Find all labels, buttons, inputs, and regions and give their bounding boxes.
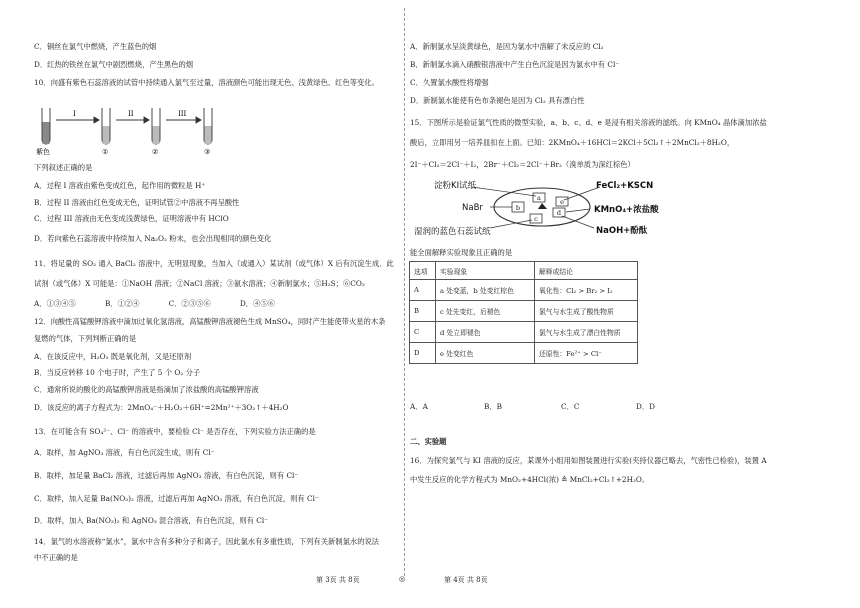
table-cell: e 处变红色 <box>436 343 535 364</box>
step-iii-label: III <box>178 110 187 118</box>
table-cell: C <box>410 322 436 343</box>
q14-option-d: D．新制氯水能使有色布条褪色是因为 Cl₂ 具有漂白性 <box>410 96 585 105</box>
q13-option-a: A．取样，加 AgNO₃ 溶液，有白色沉淀生成，则有 Cl⁻ <box>34 448 215 457</box>
table-cell: 氯气与水生成了漂白性物质 <box>535 322 638 343</box>
page-number-left: 第 3页 共 8页 <box>316 576 360 584</box>
table-cell: c 处先变红，后褪色 <box>436 301 535 322</box>
experiment-table <box>409 261 638 364</box>
q12-stem: 12．向酸性高锰酸钾溶液中滴加过氧化氢溶液，高锰酸钾溶液褪色生成 MnSO₄，同时产生能使带火星的木条 <box>34 317 386 326</box>
q14-option-b: B．新制氯水滴入硝酸银溶液中产生白色沉淀是因为氯水中有 Cl⁻ <box>410 60 620 69</box>
label-blue-litmus: 湿润的蓝色石蕊试纸 <box>414 227 491 237</box>
q15-option-b: B．B <box>484 402 503 411</box>
q12-option-c: C．通常所说的酸化的高锰酸钾溶液是指滴加了浓盐酸的高锰酸钾溶液 <box>34 385 259 394</box>
petri-dish-diagram <box>414 176 684 238</box>
label-naoh-phenolphthalein: NaOH+酚酞 <box>596 226 648 236</box>
q14-option-c: C．久置氯水酸性将增强 <box>410 78 489 87</box>
q9-option-d: D．红热的铁丝在氯气中剧烈燃烧，产生黑色的烟 <box>34 60 194 69</box>
table-row <box>410 343 638 364</box>
label-fecl2-kscn: FeCl₂+KSCN <box>596 181 654 191</box>
table-cell: 氯气与水生成了酸性物质 <box>535 301 638 322</box>
q13-stem: 13．在可能含有 SO₄²⁻、Cl⁻ 的溶液中，要检验 Cl⁻ 是否存在，下列实验方法正确的是 <box>34 427 316 436</box>
table-cell: B <box>410 301 436 322</box>
q14-option-a: A．新制氯水呈淡黄绿色，是因为氯水中溶解了未反应的 Cl₂ <box>410 42 604 51</box>
q10-option-a: A．过程 I 溶液由紫色变成红色，起作用的微粒是 H⁺ <box>34 181 206 190</box>
q10-stem: 10．向盛有紫色石蕊溶液的试管中持续通入氯气至过量，溶液颜色可能出现无色、浅黄绿色、红色等变化。 <box>34 78 379 87</box>
q10-option-c: C．过程 III 溶液由无色变成浅黄绿色，证明溶液中有 HClO <box>34 214 229 223</box>
table-header-cell: 实验现象 <box>436 262 535 280</box>
q10-question: 下列叙述正确的是 <box>34 163 93 172</box>
test-tube-figure <box>34 104 234 156</box>
q15-stem: 15．下图所示是验证氯气性质的微型实验，a、b、c、d、e 是浸有相关溶液的滤纸。向 KMnO₄ 晶体滴加浓盐 <box>410 118 767 127</box>
tube-0-label: 紫色 <box>36 148 50 156</box>
q12-option-a: A．在该反应中，H₂O₂ 既是氧化剂，又是还原剂 <box>34 352 192 361</box>
tube-3-label: ③ <box>204 148 211 156</box>
q15-option-d: D．D <box>636 402 655 411</box>
table-header-row <box>410 262 638 280</box>
q11-options: A．①③④⑤ B．①②④ C．②③⑤⑥ D．④⑤⑥ <box>34 299 275 308</box>
table-cell: A <box>410 280 436 301</box>
q12-stem-cont: 复燃的气体，下列判断正确的是 <box>34 334 137 343</box>
q15-option-a: A．A <box>410 402 428 411</box>
table-row <box>410 280 638 301</box>
q14-stem-cont: 中不正确的是 <box>34 553 78 562</box>
column-divider <box>404 8 405 576</box>
q14-stem: 14．氯气的水溶液称“氯水”，氯水中含有多种分子和离子，因此氯水有多重性质，下列有关新制氯水的说法 <box>34 537 380 546</box>
q10-option-b: B．过程 II 溶液由红色变成无色，证明试管②中溶液不再呈酸性 <box>34 198 240 207</box>
q9-option-c: C．铜丝在氯气中燃烧，产生蓝色的烟 <box>34 42 157 51</box>
step-ii-label: II <box>128 110 134 118</box>
table-cell: D <box>410 343 436 364</box>
table-cell: a 处变蓝，b 处变红棕色 <box>436 280 535 301</box>
q15-question: 能全面解释实验现象且正确的是 <box>410 248 513 257</box>
tube-1-label: ① <box>102 148 109 156</box>
label-nabr: NaBr <box>462 203 483 213</box>
binding-mark: ◎ <box>399 575 406 583</box>
table-cell: 氧化性：Cl₂ > Br₂ > I₂ <box>535 280 638 301</box>
section-heading: 二、实验题 <box>410 437 447 446</box>
q16-equation: 中发生反应的化学方程式为 MnO₂+4HCl(浓) ≜ MnCl₂+Cl₂↑+2H₂O。 <box>410 475 650 484</box>
q15-equation-2: 2I⁻＋Cl₂＝2Cl⁻＋I₂，2Br⁻＋Cl₂＝2Cl⁻＋Br₂（溴单质为深红棕色） <box>410 160 635 169</box>
label-kmno4-hcl: KMnO₄+浓盐酸 <box>594 205 659 215</box>
paper-a: a <box>537 194 541 202</box>
q12-option-b: B．当反应转移 10 个电子时，产生了 5 个 O₂ 分子 <box>34 368 201 377</box>
paper-d: d <box>556 209 562 217</box>
q10-option-d: D．若向紫色石蕊溶液中持续加入 Na₂O₂ 粉末，也会出现相同的颜色变化 <box>34 234 272 243</box>
q13-option-b: B．取样，加足量 BaCl₂ 溶液，过滤后再加 AgNO₃ 溶液，有白色沉淀，则有 Cl⁻ <box>34 471 299 480</box>
q12-option-d: D．该反应的离子方程式为：2MnO₄⁻＋H₂O₂＋6H⁺=2Mn²⁺＋3O₂↑＋4H₂O <box>34 403 289 412</box>
q16-stem: 16．为探究氯气与 KI 溶液的反应，某课外小组用如图装置进行实验(夹持仪器已略去，气密性已检验)，装置 A <box>410 456 767 465</box>
q11-stem: 11．将足量的 SO₂ 通入 BaCl₂ 溶液中，无明显现象，当加入（或通入）某试剂（或气体）X 后有沉淀生成．此 <box>34 259 394 268</box>
q15-equation-1: 酸后，立即用另一培养皿扣在上面。已知：2KMnO₄＋16HCl＝2KCl＋5Cl₂↑＋2MnCl₂＋8H₂O， <box>410 138 735 147</box>
table-header-cell: 选项 <box>410 262 436 280</box>
tube-2-label: ② <box>152 148 159 156</box>
page-number-right: 第 4页 共 8页 <box>444 576 488 584</box>
table-cell: d 处立即褪色 <box>436 322 535 343</box>
label-starch-ki-paper: 淀粉KI试纸 <box>434 181 477 191</box>
paper-b: b <box>515 204 521 212</box>
paper-e: e <box>560 198 564 206</box>
q15-option-c: C．C <box>561 402 580 411</box>
step-i-label: I <box>73 110 76 118</box>
table-row <box>410 301 638 322</box>
table-row <box>410 322 638 343</box>
q11-reagents: 试剂（或气体）X 可能是：①NaOH 溶液；②NaCl 溶液；③氨水溶液；④新制氯水；⑤H₂S；⑥CO₂ <box>34 279 365 288</box>
table-header-cell: 解释或结论 <box>535 262 638 280</box>
paper-c: c <box>534 215 538 223</box>
q13-option-d: D．取样，加入 Ba(NO₃)₂ 和 AgNO₃ 混合溶液，有白色沉淀，则有 Cl⁻ <box>34 516 269 525</box>
table-cell: 还原性：Fe²⁺ > Cl⁻ <box>535 343 638 364</box>
q13-option-c: C．取样，加入足量 Ba(NO₃)₂ 溶液，过滤后再加 AgNO₃ 溶液，有白色沉淀，则有 Cl⁻ <box>34 494 319 503</box>
